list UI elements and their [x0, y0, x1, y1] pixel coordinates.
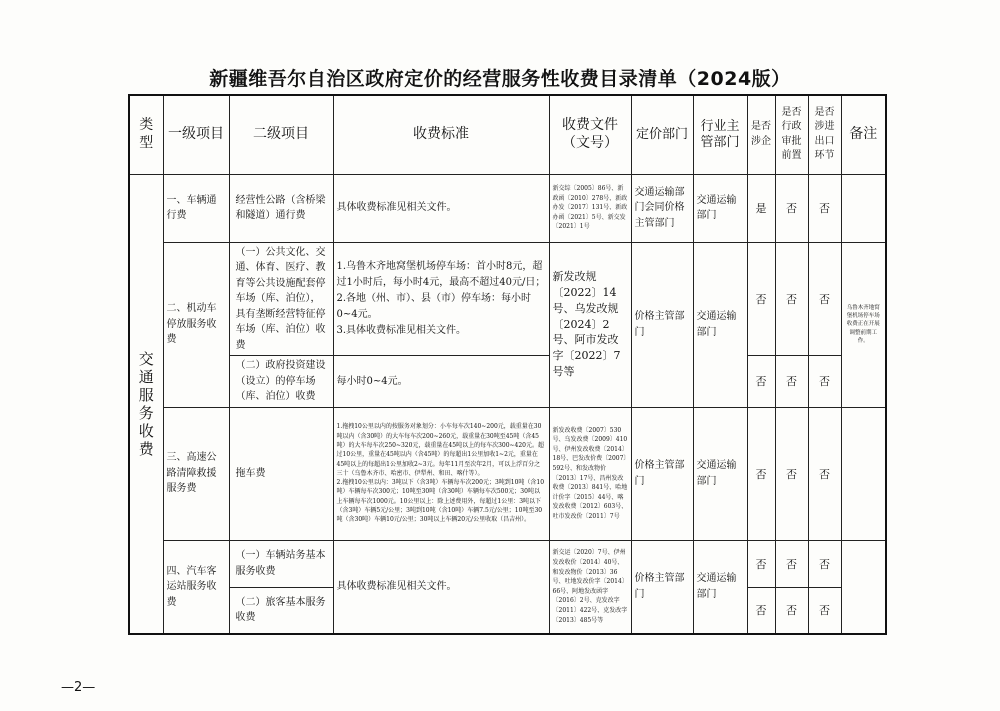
- import-export-cell: 否: [808, 174, 841, 242]
- header-doc: 收费文件（文号）: [549, 95, 631, 174]
- pricing-dept-cell: 价格主管部门: [631, 407, 693, 540]
- industry-dept-cell: 交通运输部门: [693, 174, 747, 242]
- involve-enterprise-cell: 否: [747, 356, 775, 408]
- pricing-dept-cell: 交通运输部门会同价格主管部门: [631, 174, 693, 242]
- doc-cell: 新发改收费〔2007〕530号、乌发改费〔2009〕410号、伊州发改收费〔2014〕18号、巴发改价费〔2007〕592号、和发改物价〔2013〕17号、昌州发改收费〔2013〕841号、哈地计价字〔2015〕44号、喀发改收费〔2012〕603号、吐市发改价〔2011〕7号: [549, 407, 631, 540]
- involve-enterprise-cell: 否: [747, 540, 775, 587]
- page-title: 新疆维吾尔自治区政府定价的经营服务性收费目录清单（2024版）: [209, 68, 791, 90]
- remark-cell: [841, 540, 886, 634]
- header-type: 类型: [129, 95, 163, 174]
- header-pricing-dept: 定价部门: [631, 95, 693, 174]
- level1-cell: 三、高速公路清障救援服务费: [163, 407, 229, 540]
- level2-cell: （二）旅客基本服务收费: [229, 587, 333, 634]
- involve-enterprise-cell: 否: [747, 407, 775, 540]
- standard-cell: 1.拖拽10公里以内的按服务对象划分：小车每车次140~200元，载重量在30吨以内（含30吨）的大车每车次200~260元，载重量在30吨至45吨（含45吨）的大车每车次250~320元，载重量在45吨以上的每车次300~420元。超过10公里，重量在45吨以内（含45吨）的每超出1公里加收1~2元，重量在45吨以上的每超出1公里加收2~3元。每年11月至次年2月，可以上浮百分之三十（乌鲁木齐市、哈密市、伊犁州、和田、喀什等）。 2.拖拽10公里以内：3吨以下（含3吨）车辆每车次200元；3吨到10吨（含10吨）车辆每车次300元；10吨至30吨（含30吨）车辆每车次500元；30吨以上车辆每车次1000元。10公里以上：除上述费用外，每超过1公里：3吨以下（含3吨）车辆5元/公里；3吨到10吨（含10吨）车辆7.5元/公里；10吨至30吨（含30吨）车辆10元/公里；30吨以上车辆20元/公里收取（昌吉州）。: [333, 407, 549, 540]
- involve-enterprise-cell: 否: [747, 587, 775, 634]
- import-export-cell: 否: [808, 356, 841, 408]
- header-industry-dept: 行业主管部门: [693, 95, 747, 174]
- header-involve-enterprise: 是否涉企: [747, 95, 775, 174]
- remark-cell: 乌鲁木齐地窝堡机场停车场收费正在开展调整前期工作。: [841, 242, 886, 407]
- doc-cell: 新交运〔2020〕7号、伊州发改收价〔2014〕40号、和发改物价〔2013〕36号、吐地发改价字〔2014〕66号、阿地发改函字〔2016〕2号、克发改字〔2011〕422号、克发改字〔2013〕485号等: [549, 540, 631, 634]
- header-standard: 收费标准: [333, 95, 549, 174]
- standard-cell: 具体收费标准见相关文件。: [333, 174, 549, 242]
- header-level1: 一级项目: [163, 95, 229, 174]
- table-row: [129, 242, 886, 356]
- admin-approval-cell: 否: [775, 540, 808, 587]
- header-admin-approval: 是否行政审批前置: [775, 95, 808, 174]
- header-level2: 二级项目: [229, 95, 333, 174]
- level2-cell: （一）车辆站务基本服务收费: [229, 540, 333, 587]
- admin-approval-cell: 否: [775, 242, 808, 356]
- table-row: [129, 407, 886, 540]
- header-row: [129, 95, 886, 174]
- involve-enterprise-cell: 是: [747, 174, 775, 242]
- import-export-cell: 否: [808, 407, 841, 540]
- import-export-cell: 否: [808, 242, 841, 356]
- page-number: —2—: [61, 680, 96, 695]
- pricing-dept-cell: 价格主管部门: [631, 242, 693, 407]
- table-row: [129, 540, 886, 587]
- level2-cell: 拖车费: [229, 407, 333, 540]
- admin-approval-cell: 否: [775, 587, 808, 634]
- header-remark: 备注: [841, 95, 886, 174]
- standard-cell: 1.乌鲁木齐地窝堡机场停车场：首小时8元，超过1小时后，每小时4元，最高不超过40元/日； 2.各地（州、市）、县（市）停车场：每小时0~4元。 3.具体收费标准见相关文件。: [333, 242, 549, 356]
- category-cell: 交通服务收费: [129, 174, 163, 634]
- involve-enterprise-cell: 否: [747, 242, 775, 356]
- remark-cell: [841, 174, 886, 242]
- doc-cell: 新发改规〔2022〕14号、乌发改规〔2024〕2号、阿市发改字〔2022〕7号等: [549, 242, 631, 407]
- import-export-cell: 否: [808, 587, 841, 634]
- table-row: [129, 174, 886, 242]
- level1-cell: 二、机动车停放服务收费: [163, 242, 229, 407]
- admin-approval-cell: 否: [775, 356, 808, 408]
- pricing-dept-cell: 价格主管部门: [631, 540, 693, 634]
- industry-dept-cell: 交通运输部门: [693, 540, 747, 634]
- remark-cell: [841, 407, 886, 540]
- industry-dept-cell: 交通运输部门: [693, 242, 747, 407]
- fee-catalog-table: [128, 94, 887, 635]
- level1-cell: 一、车辆通行费: [163, 174, 229, 242]
- import-export-cell: 否: [808, 540, 841, 587]
- level2-cell: 经营性公路（含桥梁和隧道）通行费: [229, 174, 333, 242]
- admin-approval-cell: 否: [775, 174, 808, 242]
- doc-cell: 新交综〔2005〕86号、新政函〔2010〕278号、新政办发〔2017〕131号、新政办函〔2021〕5号、新交发〔2021〕1号: [549, 174, 631, 242]
- header-import-export: 是否涉进出口环节: [808, 95, 841, 174]
- level2-cell: （二）政府投资建设（设立）的停车场（库、泊位）收费: [229, 356, 333, 408]
- table-row: [129, 356, 886, 408]
- level1-cell: 四、汽车客运站服务收费: [163, 540, 229, 634]
- standard-cell: 具体收费标准见相关文件。: [333, 540, 549, 634]
- level2-cell: （一）公共文化、交通、体育、医疗、教育等公共设施配套停车场（库、泊位），具有垄断经营特征停车场（库、泊位）收费: [229, 242, 333, 356]
- standard-cell: 每小时0~4元。: [333, 356, 549, 408]
- industry-dept-cell: 交通运输部门: [693, 407, 747, 540]
- admin-approval-cell: 否: [775, 407, 808, 540]
